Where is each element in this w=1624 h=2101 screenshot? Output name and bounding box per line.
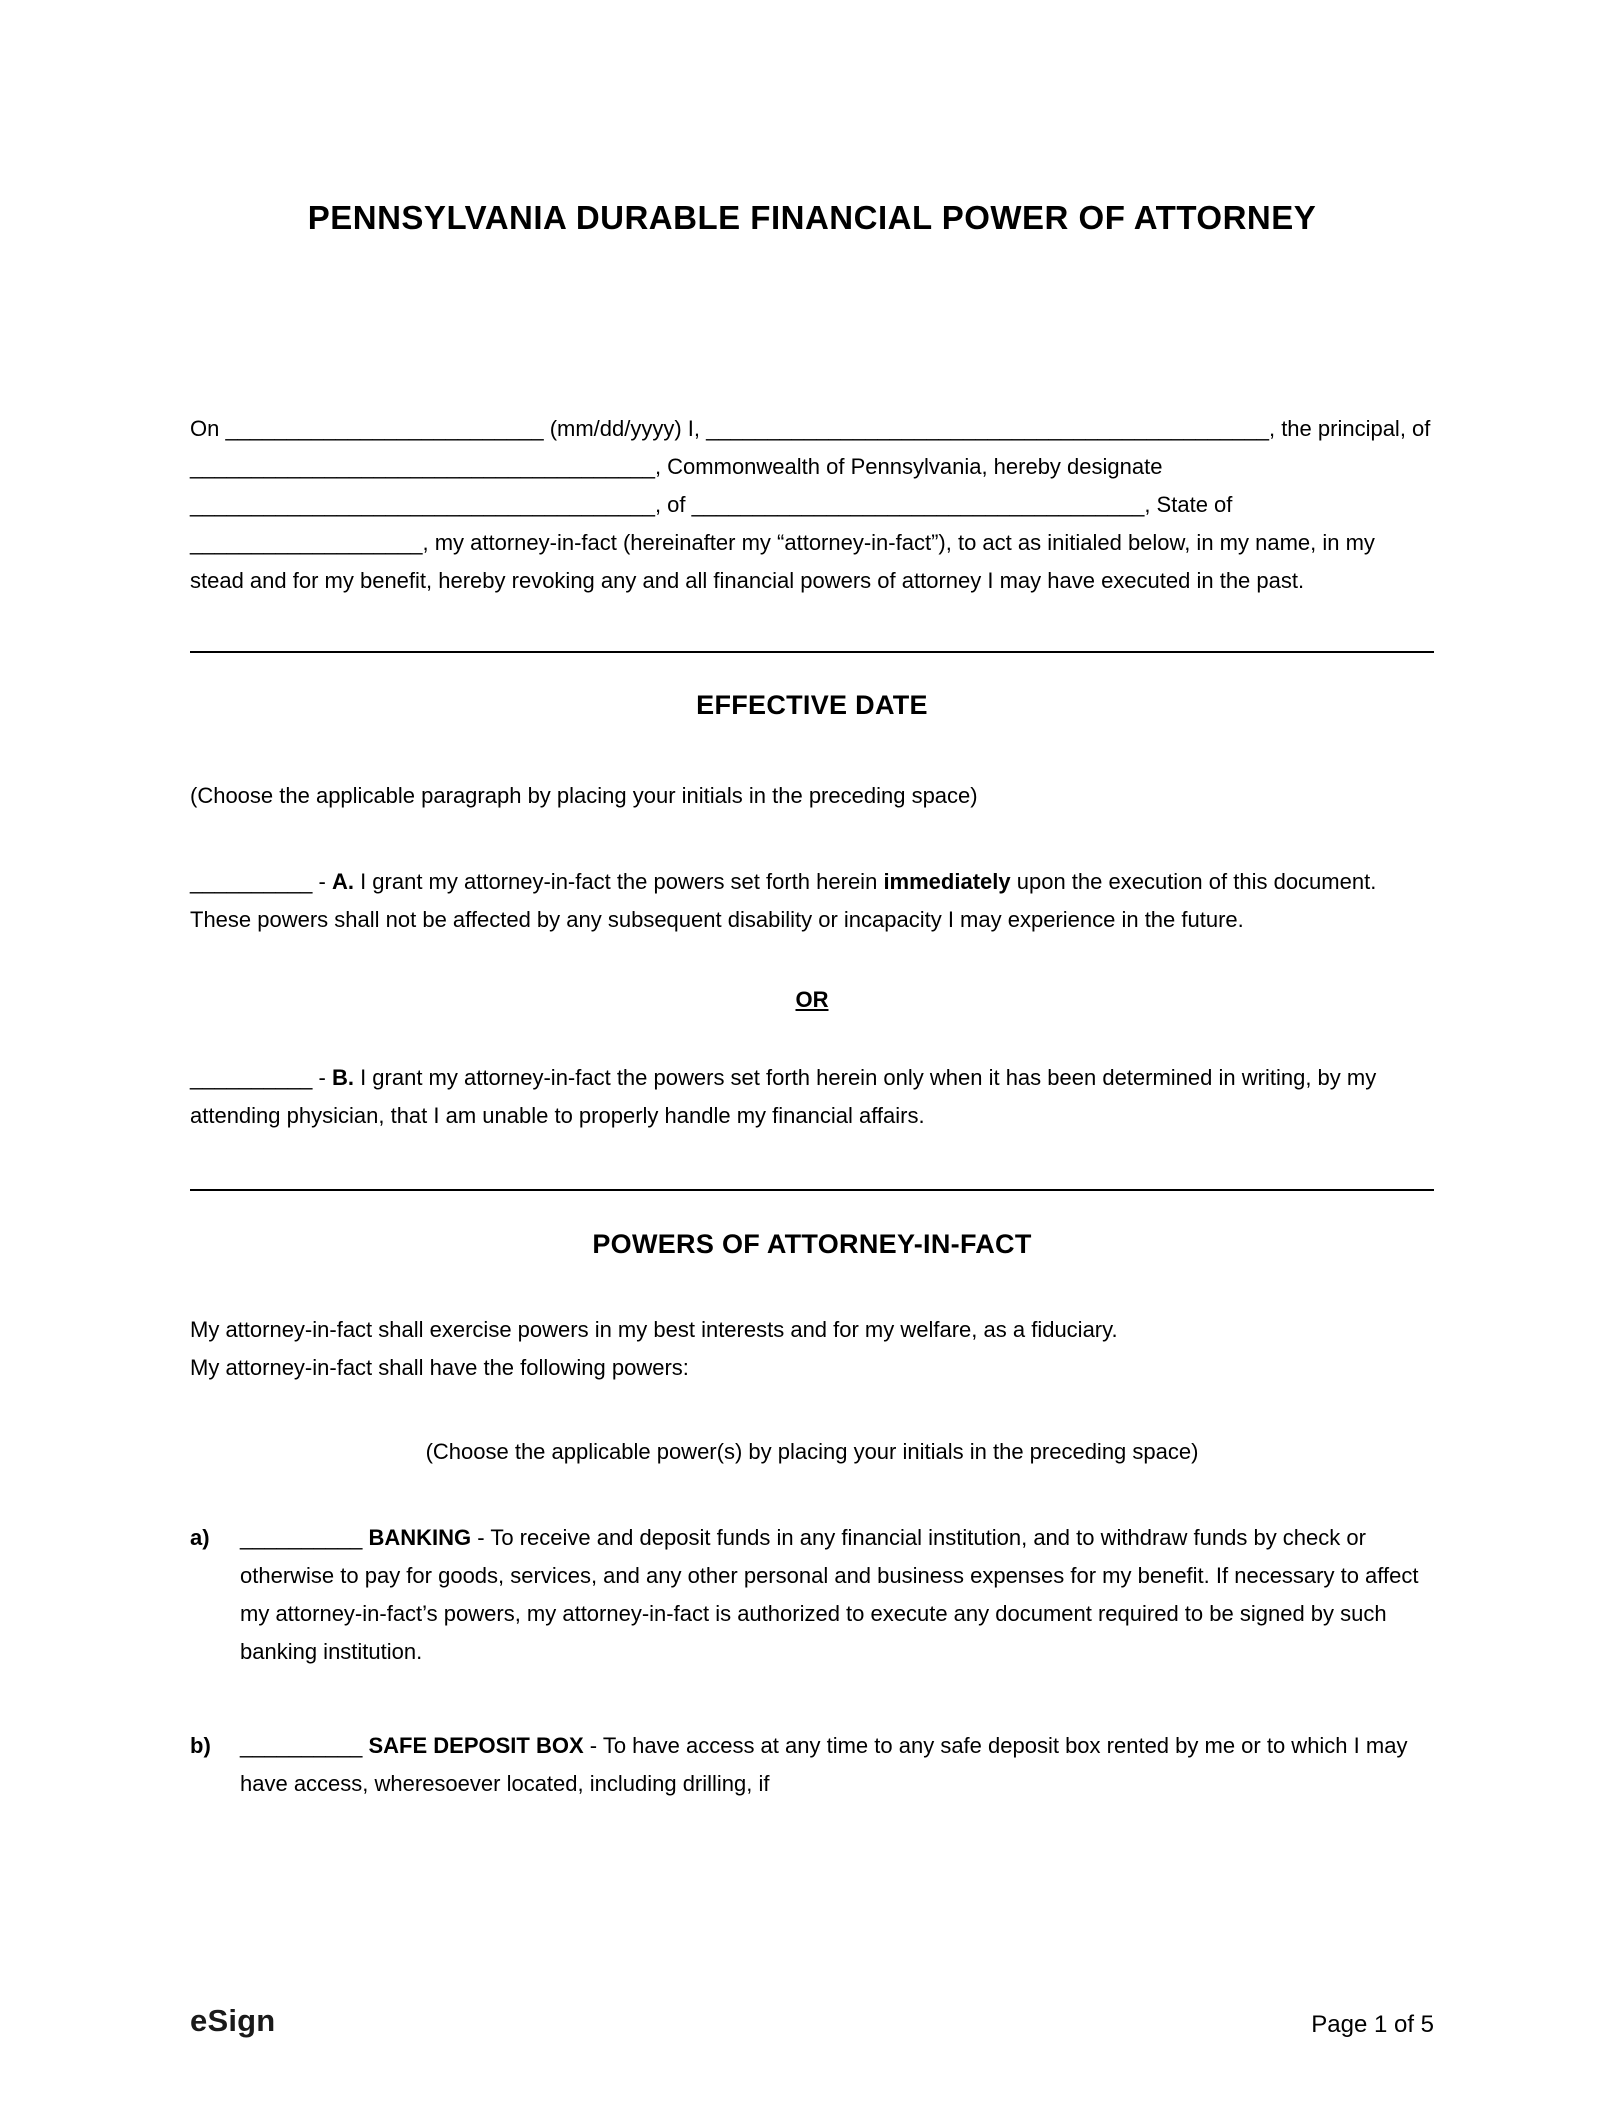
option-b-text: I grant my attorney-in-fact the powers set forth herein only when it has been determined in writing, by my attending physician, that I am unable to properly handle my financial affairs.	[190, 1065, 1377, 1128]
power-item-safe-deposit-box-initials-blank: __________	[240, 1733, 363, 1758]
power-item-banking-title: BANKING	[368, 1525, 472, 1550]
section-divider-2	[190, 1189, 1434, 1191]
option-a-paragraph	[190, 863, 1434, 939]
option-b-dash: -	[318, 1065, 326, 1090]
option-b-label: B.	[331, 1065, 354, 1090]
option-b-initials-blank: __________	[190, 1065, 313, 1090]
power-item-banking-marker: a)	[190, 1525, 210, 1550]
powers-intro-line-1: My attorney-in-fact shall exercise powers in my best interests and for my welfare, as a fiduciary.	[190, 1317, 1118, 1342]
or-divider	[190, 981, 1434, 1019]
option-a-dash: -	[318, 869, 326, 894]
option-b-paragraph	[190, 1059, 1434, 1135]
option-a-initials-blank: __________	[190, 869, 313, 894]
esign-logo: eSign	[190, 2003, 276, 2038]
intro-paragraph	[190, 410, 1434, 600]
power-item-safe-deposit-box-text: To have access at any time to any safe deposit box rented by me or to which I may have access, wheresoever located, including drilling, if	[240, 1733, 1408, 1796]
power-item-safe-deposit-box	[190, 1727, 1434, 1803]
or-divider-text: OR	[795, 987, 829, 1012]
powers-intro-line-2: My attorney-in-fact shall have the following powers:	[190, 1355, 689, 1380]
powers-heading: POWERS OF ATTORNEY-IN-FACT	[592, 1229, 1032, 1259]
power-item-safe-deposit-box-title: SAFE DEPOSIT BOX	[368, 1733, 584, 1758]
power-item-safe-deposit-box-marker: b)	[190, 1733, 211, 1758]
option-a-text-before: I grant my attorney-in-fact the powers set forth herein	[360, 869, 878, 894]
page-footer	[190, 2003, 1434, 2039]
power-item-banking-dash: -	[477, 1525, 485, 1550]
effective-date-instruction: (Choose the applicable paragraph by placing your initials in the preceding space)	[190, 783, 978, 808]
powers-instruction: (Choose the applicable power(s) by placing your initials in the preceding space)	[425, 1439, 1199, 1464]
power-item-banking	[190, 1519, 1434, 1671]
power-item-safe-deposit-box-dash: -	[589, 1733, 598, 1758]
power-item-banking-initials-blank: __________	[240, 1525, 363, 1550]
intro-text: On __________________________ (mm/dd/yyyy) I, ______________________________________________, the principal, of ______________________________________, Commonwealth of Pennsylvania, hereby designate ______________________________________, of _____________________________________, State of ___________________, my attorney-in-fact (hereinafter my “attorney-in-fact”), to act as initialed below, in my name, in my stead and for my benefit, hereby revoking any and all financial powers of attorney I may have executed in the past.	[190, 416, 1431, 593]
document-title: PENNSYLVANIA DURABLE FINANCIAL POWER OF ATTORNEY	[307, 199, 1317, 236]
option-a-bold-word: immediately	[883, 869, 1011, 894]
powers-intro-paragraph	[190, 1311, 1434, 1387]
document-content	[0, 198, 1624, 1803]
page-number: Page 1 of 5	[1311, 2011, 1434, 2038]
section-divider-1	[190, 651, 1434, 653]
effective-date-heading: EFFECTIVE DATE	[696, 690, 928, 720]
option-a-label: A.	[331, 869, 354, 894]
option-a-text-after: upon the execution of this document. These powers shall not be affected by any subsequent disability or incapacity I may experience in the future.	[190, 869, 1377, 932]
power-item-banking-text: To receive and deposit funds in any financial institution, and to withdraw funds by check or otherwise to pay for goods, services, and any other personal and business expenses for my benefit. If necessary to affect my attorney-in-fact’s powers, my attorney-in-fact is authorized to execute any document required to be signed by such banking institution.	[240, 1525, 1419, 1664]
